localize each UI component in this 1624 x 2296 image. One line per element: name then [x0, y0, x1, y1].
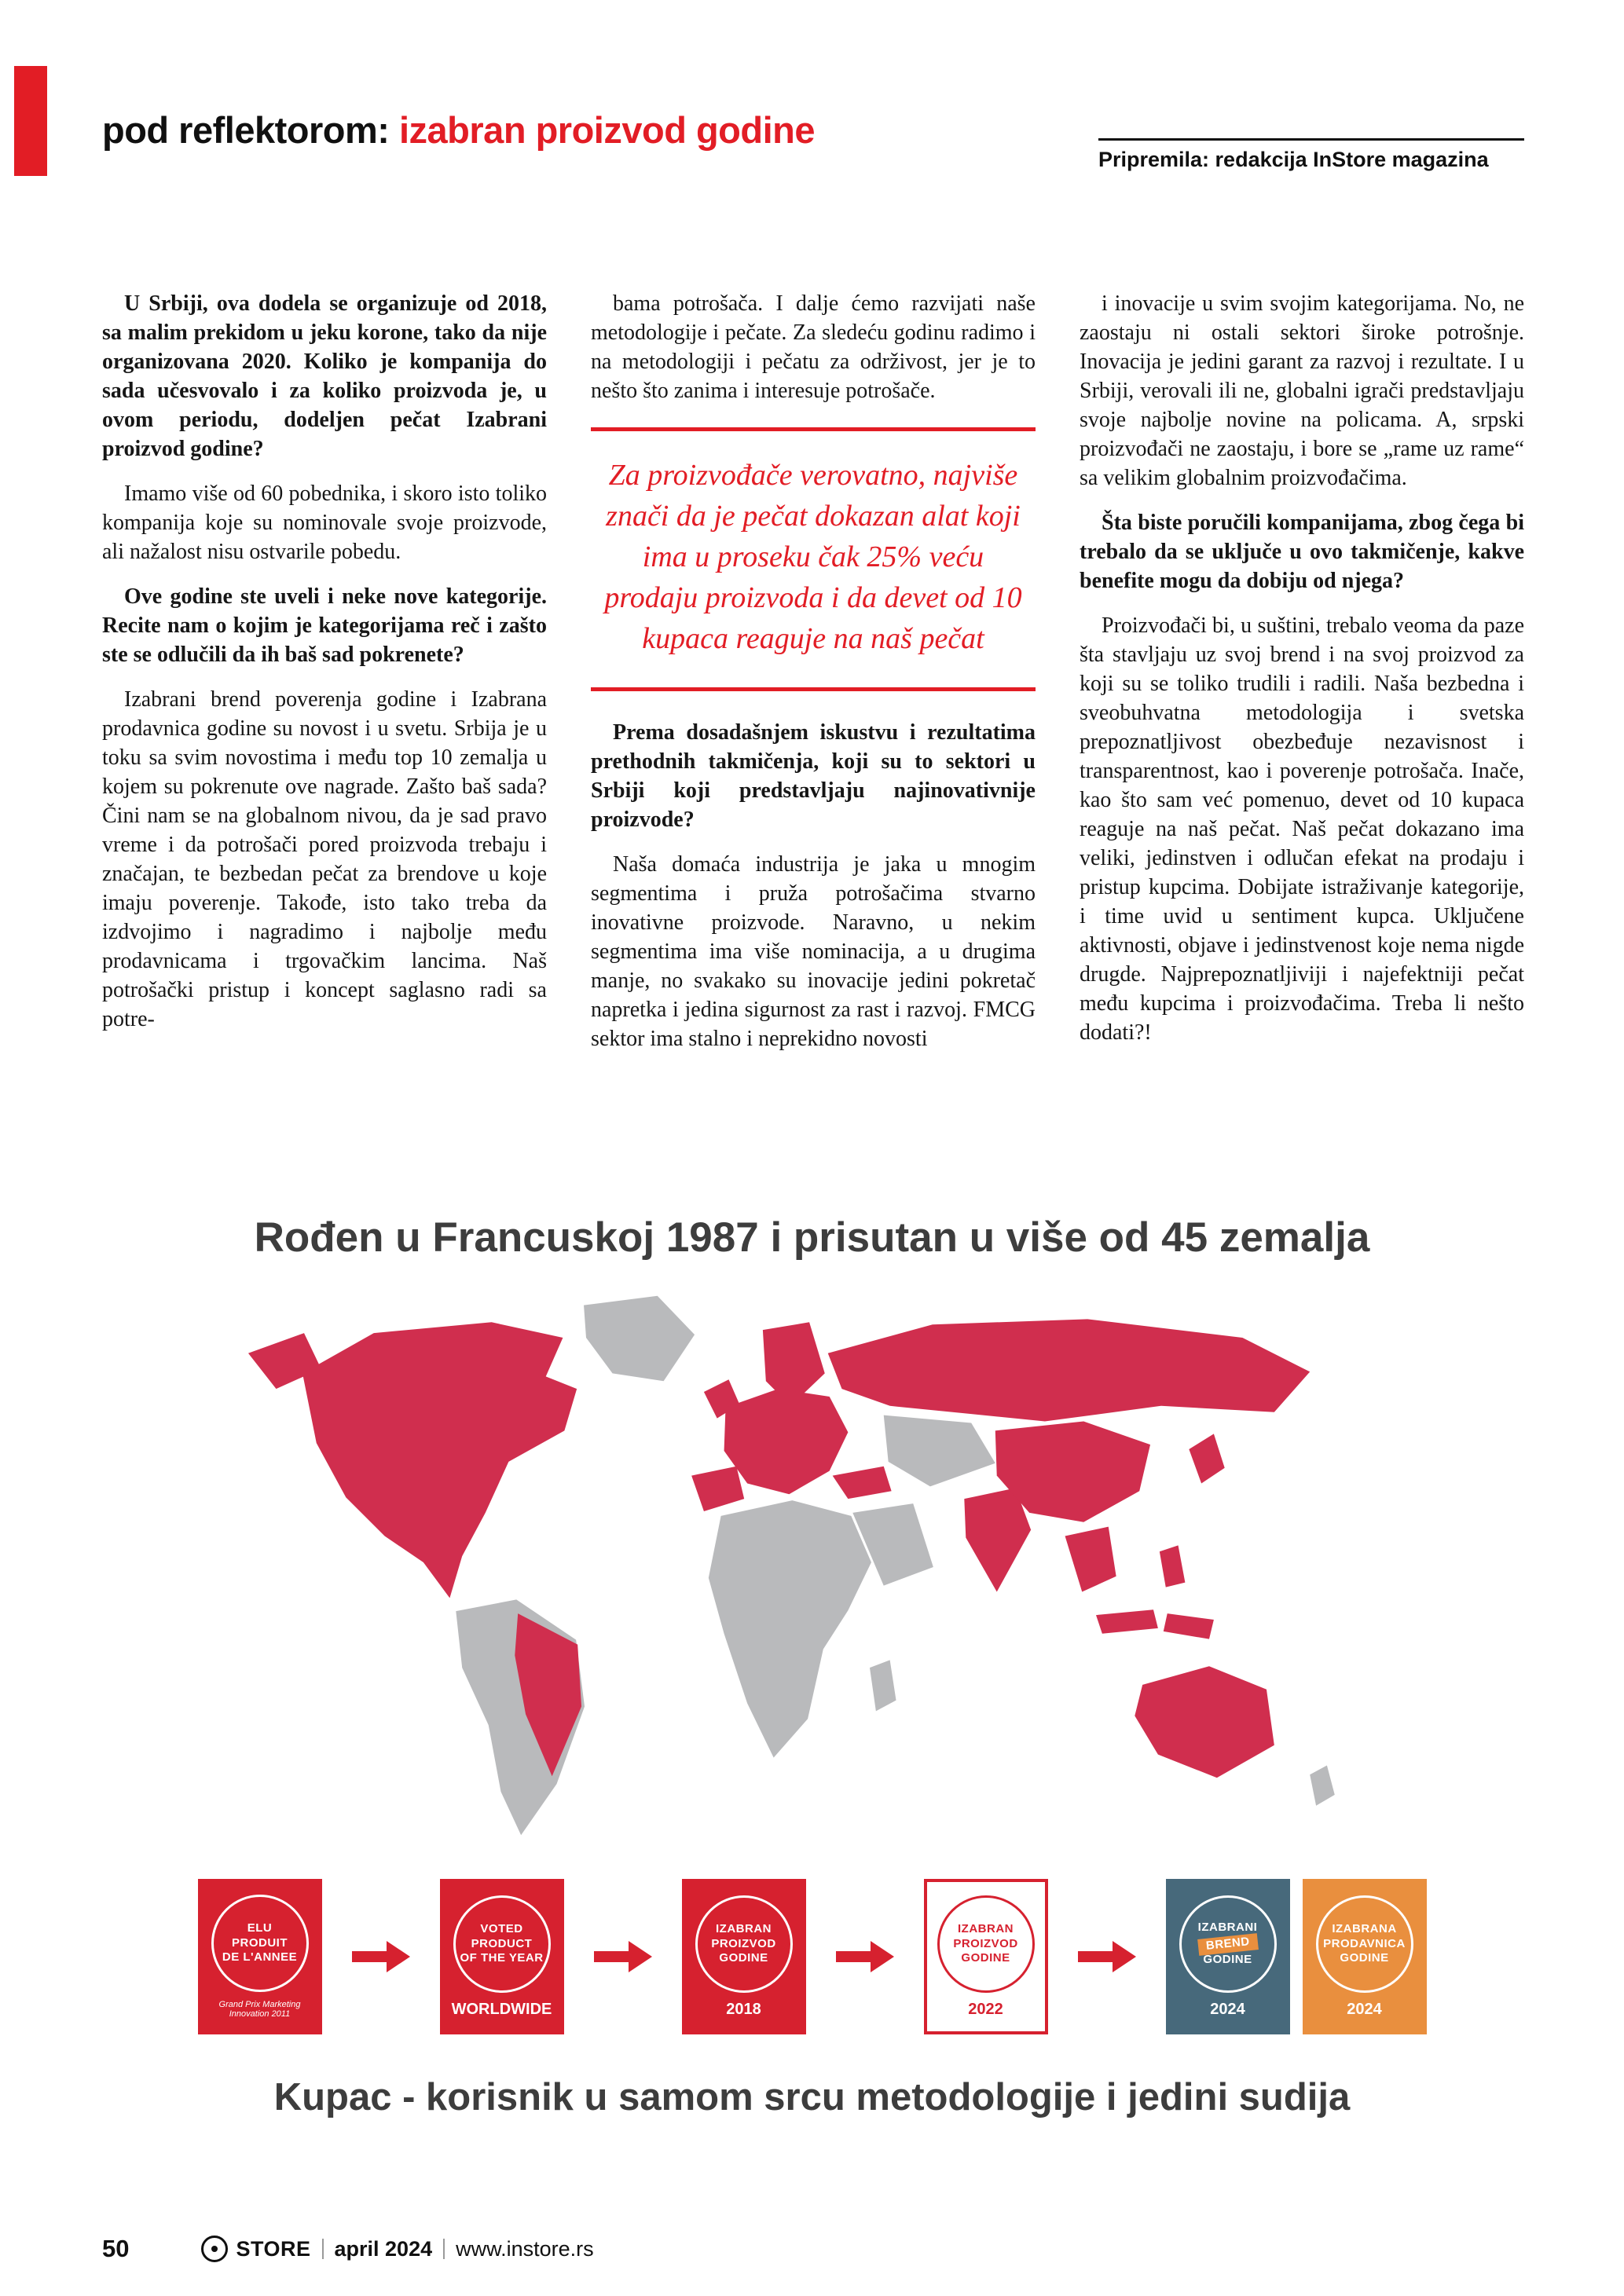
pull-quote: [591, 427, 1036, 691]
badge-izabran-proizvod-2022: [924, 1879, 1048, 2034]
badge-line: GODINE: [1340, 1951, 1389, 1965]
footer-divider: [322, 2239, 324, 2259]
paragraph: bama potrošača. I dalje ćemo razvijati naše metodologije i pečate. Za sledeću godinu radimo i na metodologiji i pečatu za održivost, jer je to nešto što zanima i interesuje potrošače.: [591, 291, 1036, 403]
badge-line: PROIZVOD: [953, 1936, 1018, 1950]
article-column-3: [1080, 289, 1524, 1069]
badge-line: ELU: [247, 1921, 273, 1935]
question-paragraph: Prema dosadašnjem iskustvu i rezultatima prethodnih takmičenja, koji su to sektori u Srbiji koji predstavljaju najinovativnije proizvode?: [591, 720, 1036, 832]
map-caption: Kupac - korisnik u samom srcu metodologije i jedini sudija: [273, 2076, 1351, 2118]
badge-line: OF THE YEAR: [460, 1951, 544, 1965]
badge-seal: [695, 1895, 793, 1993]
badge-seal: [1179, 1895, 1277, 1993]
badge-voted-product-worldwide: [440, 1879, 564, 2034]
badge-line: PRODUIT: [232, 1935, 288, 1950]
badge-line: GODINE: [1203, 1953, 1252, 1967]
paragraph: i inovacije u svim svojim kategorijama. No, ne zaostaju ni ostali sektori široke potrošnje. Inovacija je jedini garant za razvoj i rezultate. I u Srbiji, verovali ili ne, globalni igrači predstavljaju svoje najbolje novine na policama. A, srpski proizvođači ne zaostaju, i bore se „rame uz rame“ sa velikim globalnim proizvođačima.: [1080, 291, 1524, 490]
byline-rule: [1098, 138, 1524, 141]
brand-name: STORE: [236, 2236, 311, 2261]
arrow-right-icon: [1078, 1941, 1136, 1972]
badge-seal: [211, 1895, 309, 1992]
kicker-black: pod reflektorom:: [102, 109, 390, 151]
badge-year: 2018: [726, 2001, 761, 2018]
badge-izabrana-prodavnica-2024: [1303, 1879, 1427, 2034]
article-column-2: [591, 289, 1036, 1069]
article-body: [102, 289, 1524, 1069]
byline-block: [1098, 138, 1524, 172]
badge-line: PRODUCT: [471, 1936, 533, 1950]
red-accent-bar: [14, 66, 47, 176]
badge-line: IZABRAN: [958, 1922, 1014, 1936]
question-paragraph: Ove godine ste uveli i neke nove kategorije. Recite nam o kojim je kategorijama reč i zašto ste se odlučili da ih baš sad pokrenete?: [102, 584, 547, 667]
arrow-right-icon: [352, 1941, 410, 1972]
map-title: Rođen u Francuskoj 1987 i prisutan u više od 45 zemalja: [254, 1214, 1370, 1261]
badge-pair-2024: [1166, 1879, 1427, 2034]
paragraph: Naša domaća industrija je jaka u mnogim segmentima i pruža potrošačima stvarno inovativne proizvode. Naravno, u nekim segmentima ima više nominacija, a u drugima manje, no svakako su inovacije jedini pokretač napretka i jedina sigurnost za rast i razvoj. FMCG sektor ima stalno i neprekidno novosti: [591, 852, 1036, 1051]
badge-izabran-proizvod-2018: [682, 1879, 806, 2034]
question-paragraph: Šta biste poručili kompanijama, zbog čega bi trebalo da se uključe u ovo takmičenje, kakve benefite mogu da dobiju od njega?: [1080, 511, 1524, 593]
page-number: 50: [102, 2235, 130, 2262]
badge-line: BREND: [1197, 1933, 1259, 1955]
badge-seal: [453, 1895, 551, 1993]
award-badges-timeline: [0, 1879, 1624, 2034]
badge-subtitle: WORLDWIDE: [451, 2001, 552, 2018]
page-footer: [102, 2235, 594, 2263]
badge-seal: [937, 1895, 1035, 1993]
article-column-1: [102, 289, 547, 1069]
paragraph: Imamo više od 60 pobednika, i skoro isto toliko kompanija koje su nominovale svoje proizvode, ali nažalost nisu ostvarile pobedu.: [102, 482, 547, 564]
paragraph: Proizvođači bi, u suštini, trebalo veoma da paze šta stavljaju uz svoj brend i na svoj proizvod za koji su se toliko trudili i radili. Naša bezbedna i sveobuhvatna metodologija i svetska prepoznatljivost obezbeđuje nezavisnost i transparentnost, kao i poverenje potrošača. Inače, kao što sam već pomenuo, devet od 10 kupaca reaguje na naš pečat. Naš pečat dokazano ima veliki, jedinstven i odlučan efekat na prodaju i pristup kupcima. Dobijate istraživanje kategorije, i time uvid u sentiment kupca. Uključene aktivnosti, objave i jedinstvenost koje nema nigde drugde. Najprepoznatljiviji i najefektniji pečat među kupcima i proizvođačima. Treba li nešto dodati?!: [1080, 613, 1524, 1045]
badge-line: IZABRAN: [716, 1922, 772, 1936]
badge-line: IZABRANI: [1197, 1921, 1258, 1935]
badge-line: VOTED: [480, 1922, 523, 1936]
badge-seal: [1316, 1895, 1413, 1993]
badge-line: IZABRANA: [1332, 1922, 1397, 1936]
world-map-figure: [0, 1214, 1624, 2119]
instore-logo-icon: [201, 2236, 228, 2262]
badge-year: 2024: [1347, 2001, 1382, 2018]
question-paragraph: U Srbiji, ova dodela se organizuje od 2018, sa malim prekidom u jeku korone, tako da nije organizovana 2020. Koliko je kompanija do sada učesvovalo i za koliko proizvoda je, u ovom periodu, dodeljen pečat Izabrani proizvod godine?: [102, 291, 547, 461]
issue-date: april 2024: [334, 2236, 433, 2261]
byline: Pripremila: redakcija InStore magazina: [1098, 148, 1489, 171]
world-map: [223, 1282, 1402, 1847]
badge-line: DE L'ANNEE: [222, 1950, 298, 1965]
badge-line: PRODAVNICA: [1323, 1936, 1406, 1950]
arrow-right-icon: [594, 1941, 652, 1972]
badge-line: GODINE: [719, 1951, 768, 1965]
badge-line: PROIZVOD: [711, 1936, 776, 1950]
paragraph: Izabrani brend poverenja godine i Izabrana prodavnica godine su novost i u svetu. Srbija je u toku sa svim novostima i među top 10 zemalja u kojem su pokrenute ove nagrade. Zašto baš sada? Čini nam se na globalnom nivou, da je sad pravo vreme i da potrošači pored proizvoda trebaju i značajan, te bezbedan pečat za brendove u koje imaju poverenje. Takođe, isto tako treba da izdvojimo i nagradimo i najbolje među prodavnicama i trgovačkim lancima. Naš potrošački pristup i koncept saglasno radi sa potre-: [102, 687, 547, 1031]
badge-subtitle: Grand Prix Marketing Innovation 2011: [218, 1999, 301, 2019]
website-url: www.instore.rs: [456, 2236, 594, 2261]
footer-divider: [443, 2239, 445, 2259]
badge-line: GODINE: [961, 1951, 1010, 1965]
kicker-red: izabran proizvod godine: [398, 109, 816, 151]
pull-quote-text: Za proizvođače verovatno, najviše znači da je pečat dokazan alat koji ima u proseku čak 25% veću prodaju proizvoda i da devet od 10 kupaca reaguje na naš pečat: [604, 459, 1022, 655]
arrow-right-icon: [836, 1941, 894, 1972]
badge-elu-produit-2011: [198, 1879, 322, 2034]
badge-year: 2024: [1210, 2001, 1245, 2018]
badge-izabrani-brend-2024: [1166, 1879, 1290, 2034]
badge-year: 2022: [968, 2001, 1003, 2018]
page-title: [102, 108, 815, 152]
